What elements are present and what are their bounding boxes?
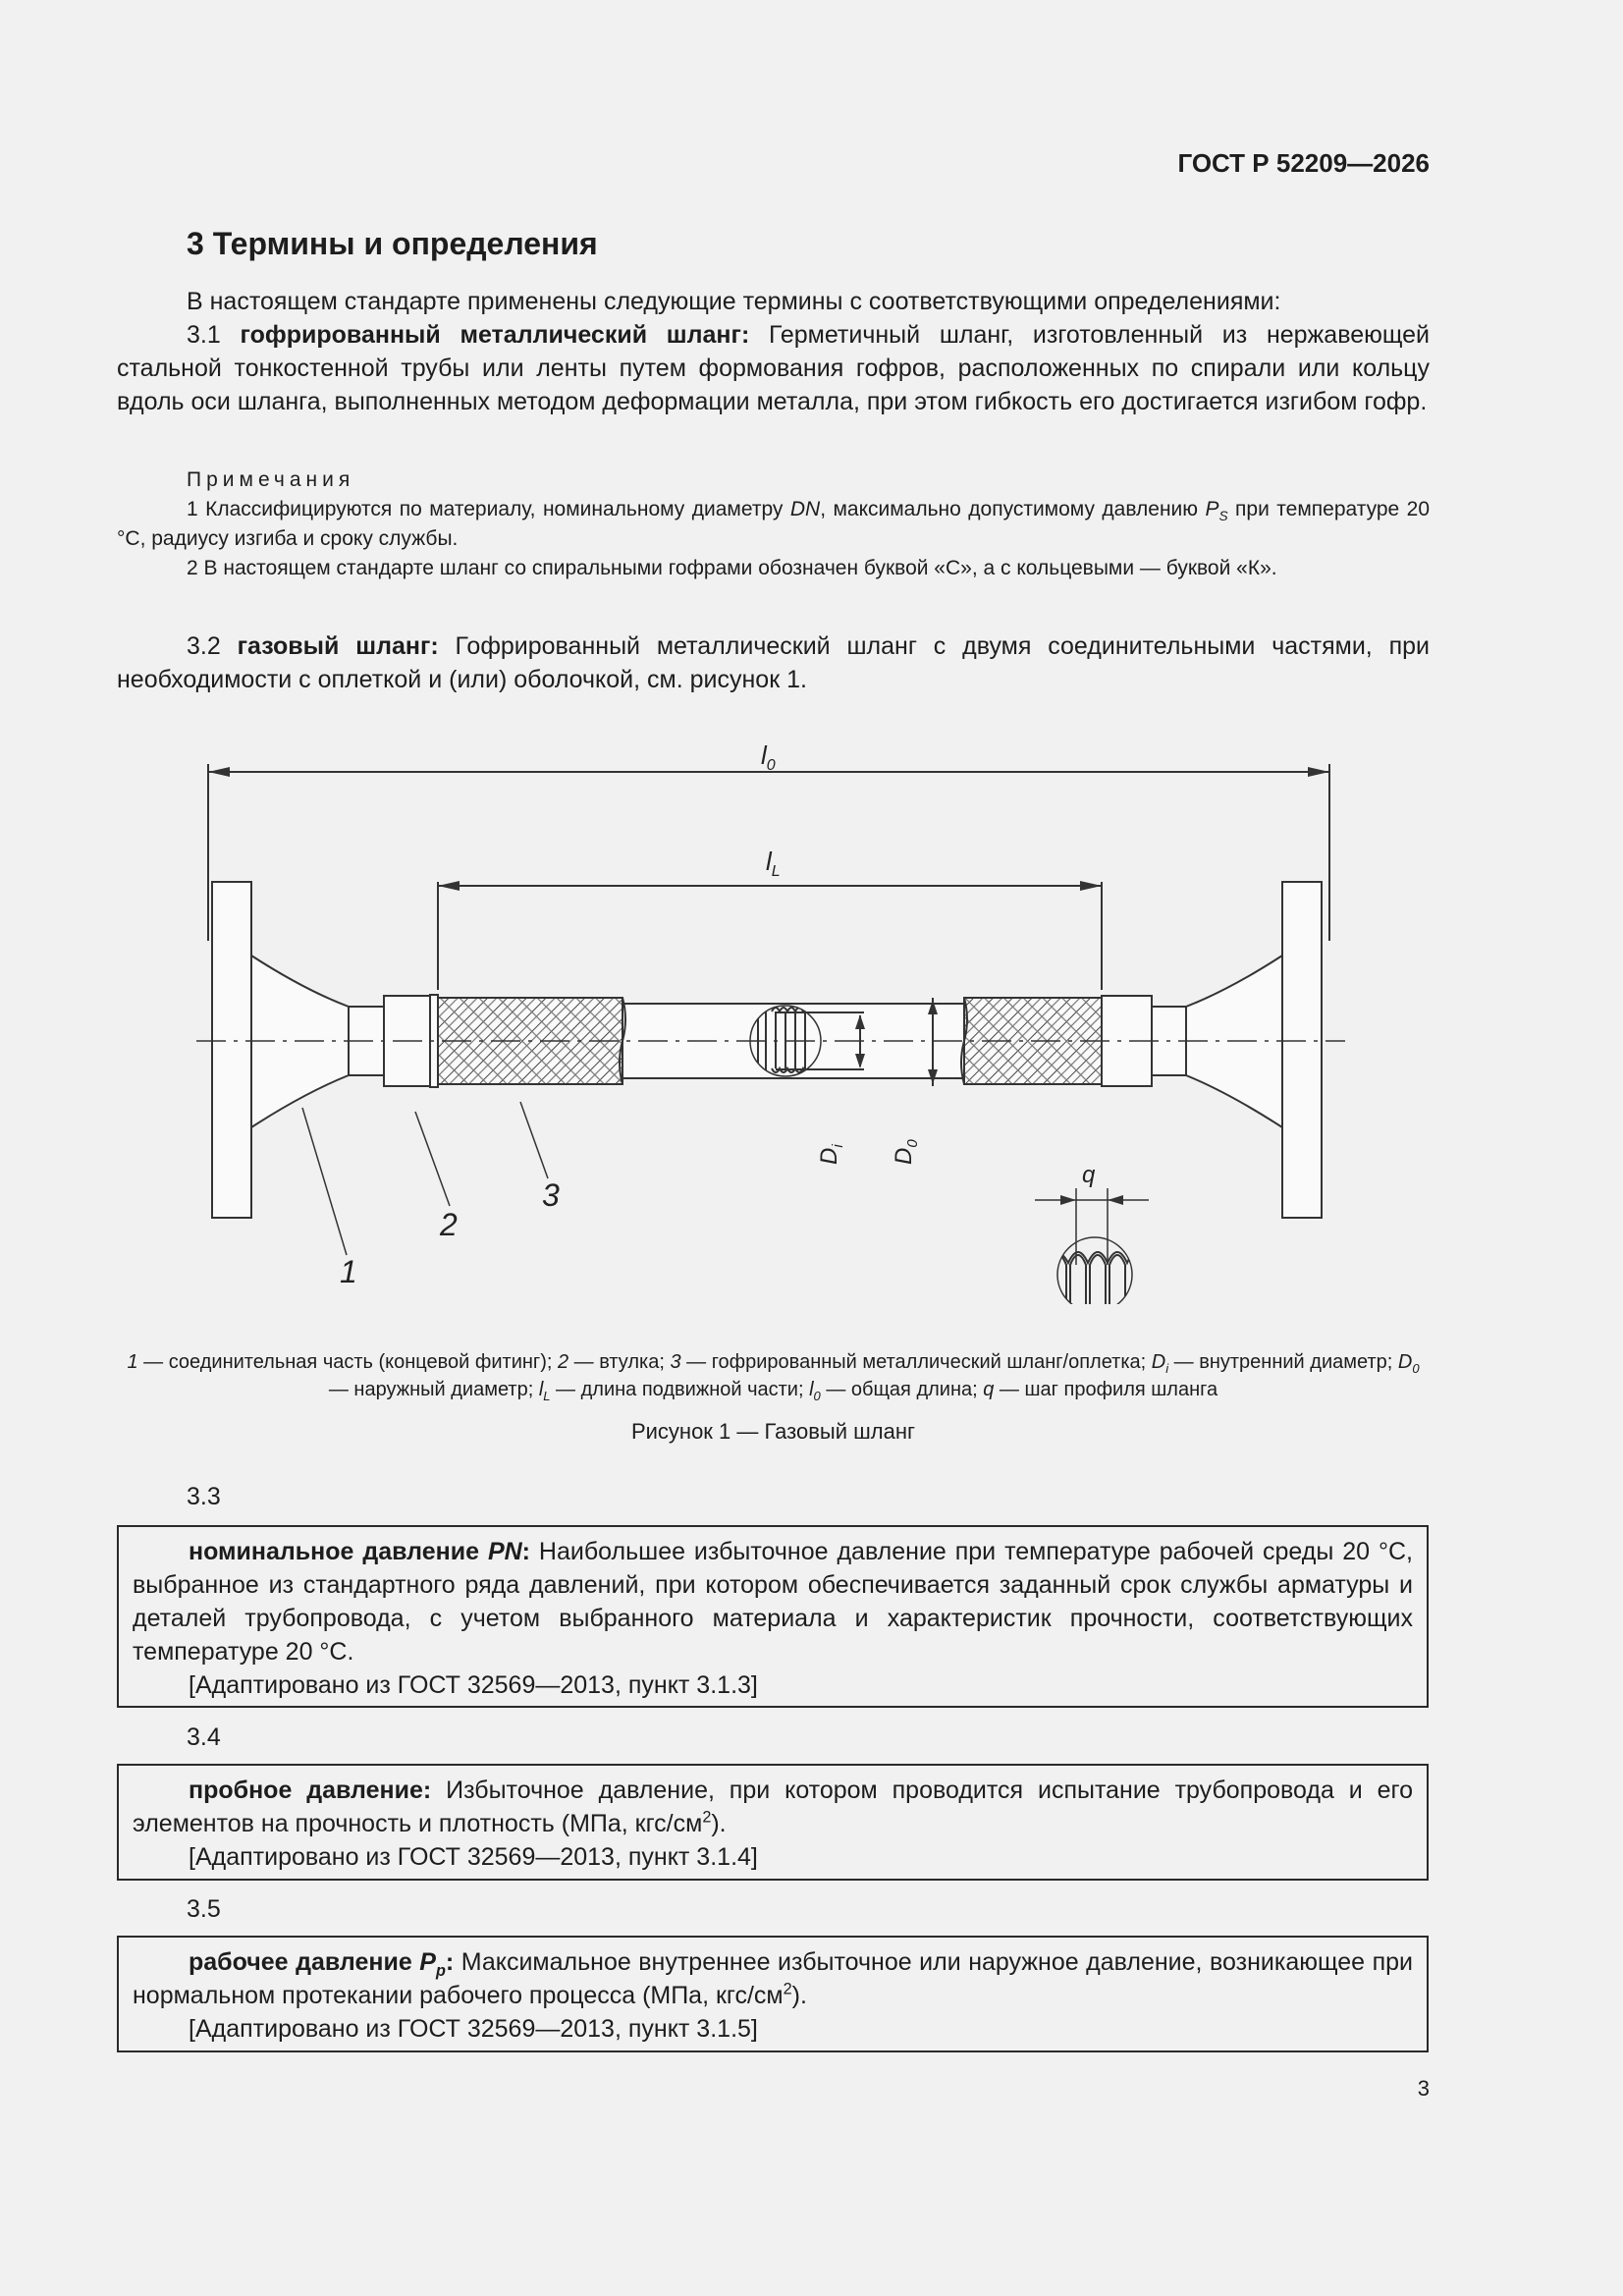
- term-name: номинальное давление: [189, 1538, 488, 1565]
- legend-num-3: 3: [670, 1351, 681, 1373]
- legend-text-3: — гофрированный металлический шланг/оплетка;: [680, 1351, 1152, 1373]
- intro-paragraph: В настоящем стандарте применены следующие термины с соответствующими определениями:: [187, 288, 1281, 315]
- note-1-text-a: 1 Классифицируются по материалу, номинальному диаметру: [187, 498, 790, 520]
- legend-num-1: 1: [127, 1351, 138, 1373]
- term-definition: Избыточное давление, при котором проводится испытание трубопровода и его элементов на прочность и плотность (МПа, кгс/см: [133, 1777, 1413, 1837]
- legend-di-text: — внутренний диаметр;: [1168, 1351, 1398, 1373]
- legend-q: q: [983, 1379, 995, 1400]
- legend-q-text: — шаг профиля шланга: [994, 1379, 1218, 1400]
- section-title: 3 Термины и определения: [187, 226, 598, 261]
- note-1-text-b: , максимально допустимому давлению: [820, 498, 1206, 520]
- term-3-2: [117, 629, 1430, 696]
- term-number: 3.2: [187, 632, 221, 660]
- legend-text-1: — соединительная часть (концевой фитинг);: [137, 1351, 558, 1373]
- term-definition-end: ).: [791, 1982, 807, 2009]
- label-3: 3: [542, 1177, 560, 1213]
- term-colon: :: [445, 1948, 455, 1976]
- gas-hose-drawing: [187, 735, 1365, 1304]
- term-sup: 2: [783, 1980, 792, 1998]
- term-definition-end: ).: [711, 1810, 727, 1837]
- term-name: газовый шланг:: [237, 632, 439, 660]
- term-3-1: [117, 318, 1430, 418]
- term-symbol: PN: [487, 1538, 522, 1565]
- notes-heading: [117, 465, 1430, 495]
- legend-l0-text: — общая длина;: [820, 1379, 984, 1400]
- legend-l0: l: [809, 1379, 814, 1400]
- label-q: q: [1082, 1162, 1096, 1188]
- leader-2: [415, 1112, 450, 1206]
- document-id: ГОСТ Р 52209—2026: [1177, 148, 1430, 178]
- label-D0: $D_0$: [891, 1139, 921, 1165]
- term-3-5-box: [117, 1936, 1429, 2052]
- notes-heading-label: Примечания: [187, 468, 355, 491]
- term-3-5-number: 3.5: [187, 1895, 221, 1923]
- label-lL: $l_L$: [766, 847, 781, 880]
- term-name: рабочее давление: [189, 1948, 420, 1976]
- label-2: 2: [440, 1207, 458, 1242]
- leader-3: [520, 1102, 548, 1178]
- term-definition: Наибольшее избыточное давление при температуре рабочей среды 20 °С, выбранное из стандартного ряда давлений, при котором обеспечивается заданный срок службы арматуры и деталей трубопровода, с учетом выбранного материала и характеристик прочности, соответствующих температуре 20 °С.: [133, 1538, 1413, 1666]
- legend-di: D: [1151, 1351, 1166, 1373]
- term-sup: 2: [702, 1808, 712, 1827]
- legend-text-2: — втулка;: [568, 1351, 671, 1373]
- term-source: [Адаптировано из ГОСТ 32569—2013, пункт 3.1.3]: [189, 1671, 758, 1699]
- term-number: 3.1: [187, 321, 221, 349]
- figure-legend: [117, 1348, 1430, 1403]
- label-l0: $l_0$: [761, 740, 776, 774]
- label-Di: $D_i$: [816, 1144, 846, 1165]
- term-3-4-number: 3.4: [187, 1723, 221, 1751]
- legend-d0-sub: 0: [1412, 1361, 1420, 1376]
- pitch-detail: [1035, 1188, 1149, 1265]
- term-colon: :: [521, 1538, 530, 1565]
- term-3-3-box: [117, 1525, 1429, 1708]
- label-1: 1: [340, 1254, 357, 1289]
- page-number: 3: [1417, 2076, 1430, 2101]
- figure-caption: Рисунок 1 — Газовый шланг: [630, 1419, 916, 1444]
- note-1-text-c: при температуре 20 °С, радиусу изгиба и сроку службы.: [117, 498, 1431, 550]
- legend-di-sub: i: [1165, 1361, 1169, 1376]
- term-definition: Максимальное внутреннее избыточное или наружное давление, возникающее при нормальном протекании рабочего процесса (МПа, кгс/см: [133, 1948, 1413, 2009]
- note-1-dn: DN: [789, 498, 821, 520]
- term-symbol: P: [419, 1948, 436, 1976]
- term-symbol-sub: p: [435, 1962, 446, 1980]
- end-fitting-right: [1102, 882, 1322, 1218]
- legend-ll-text: — длина подвижной части;: [550, 1379, 810, 1400]
- term-definition: Гофрированный металлический шланг с двумя соединительными частями, при необходимости с оплеткой и (или) оболочкой, см. рисунок 1.: [117, 632, 1430, 693]
- end-fitting-left: [212, 882, 438, 1218]
- note-2: 2 В настоящем стандарте шланг со спиральными гофрами обозначен буквой «С», а с кольцевыми — буквой «К».: [187, 557, 1277, 579]
- legend-num-2: 2: [557, 1351, 569, 1373]
- term-source: [Адаптировано из ГОСТ 32569—2013, пункт 3.1.5]: [189, 2015, 758, 2043]
- term-3-4-box: [117, 1764, 1429, 1881]
- legend-ll: l: [538, 1379, 544, 1400]
- term-name: пробное давление:: [189, 1777, 432, 1804]
- note-1-ps-sub: S: [1218, 509, 1228, 524]
- leader-1: [302, 1108, 347, 1255]
- term-3-3-number: 3.3: [187, 1483, 221, 1510]
- legend-ll-sub: L: [543, 1389, 551, 1403]
- note-1-ps: P: [1205, 498, 1219, 520]
- legend-l0-sub: 0: [813, 1389, 821, 1403]
- term-name: гофрированный металлический шланг:: [240, 321, 750, 349]
- term-definition: Герметичный шланг, изготовленный из нержавеющей стальной тонкостенной трубы или ленты путем формования гофров, расположенных по спирали или кольцу вдоль оси шланга, выполненных методом деформации металла, при этом гибкость его достигается изгибом гофр.: [117, 321, 1430, 415]
- legend-d0: D: [1397, 1351, 1413, 1373]
- legend-d0-text: — наружный диаметр;: [328, 1379, 539, 1400]
- term-source: [Адаптировано из ГОСТ 32569—2013, пункт 3.1.4]: [189, 1843, 758, 1871]
- note-1: [117, 495, 1430, 554]
